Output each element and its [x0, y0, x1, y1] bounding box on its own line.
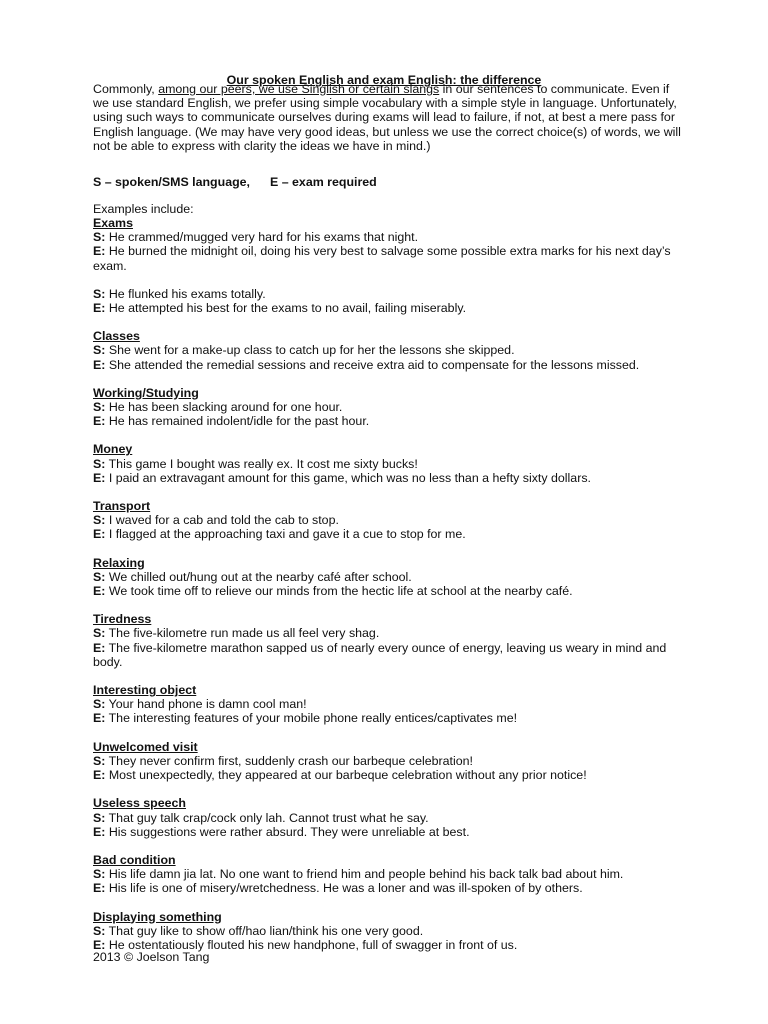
spoken-tag: S: — [93, 753, 106, 768]
exam-example — [93, 358, 683, 372]
legend-spoken: S – spoken/SMS language, — [93, 175, 250, 189]
spoken-tag: S: — [93, 697, 106, 712]
example-section — [93, 442, 683, 485]
spoken-text: Your hand phone is damn cool man! — [108, 697, 307, 712]
spoken-example — [93, 513, 683, 527]
example-pair — [93, 400, 683, 428]
spoken-example — [93, 924, 683, 938]
exam-example — [93, 825, 683, 839]
exam-text: He ostentatiously flouted his new handphone, full of swagger in front of us. — [108, 937, 518, 952]
exam-example — [93, 414, 683, 428]
exam-tag: E: — [93, 640, 106, 655]
example-pair — [93, 811, 683, 839]
section-heading: Displaying something — [93, 909, 222, 924]
example-pair — [93, 754, 683, 782]
exam-tag: E: — [93, 301, 106, 316]
example-pair — [93, 230, 683, 273]
example-section — [93, 910, 683, 953]
spoken-tag: S: — [93, 400, 106, 415]
spoken-tag: S: — [93, 456, 106, 471]
intro-underlined-text: among our peers, we use Singlish or certain slangs — [158, 82, 440, 96]
spoken-text: That guy like to show off/hao lian/think his one very good. — [108, 923, 424, 938]
spoken-tag: S: — [93, 923, 106, 938]
section-heading: Classes — [93, 329, 140, 344]
example-section — [93, 612, 683, 669]
intro-paragraph — [93, 82, 683, 153]
section-heading: Exams — [93, 216, 133, 230]
exam-example — [93, 301, 683, 315]
spoken-example — [93, 570, 683, 584]
exam-text: Most unexpectedly, they appeared at our barbeque celebration without any prior notice! — [108, 768, 587, 783]
example-section — [93, 386, 683, 429]
spoken-example — [93, 457, 683, 471]
example-section — [93, 329, 683, 372]
exam-text: His life is one of misery/wretchedness. He was a loner and was ill-spoken of by others. — [108, 881, 583, 896]
exam-example — [93, 471, 683, 485]
exam-tag: E: — [93, 357, 106, 372]
section-heading: Bad condition — [93, 852, 176, 867]
exam-tag: E: — [93, 711, 106, 726]
exam-text: He has remained indolent/idle for the past hour. — [108, 414, 370, 429]
spoken-text: The five-kilometre run made us all feel very shag. — [108, 626, 380, 641]
section-heading: Useless speech — [93, 796, 186, 811]
page-title: Our spoken English and exam English: the difference — [226, 73, 542, 88]
spoken-tag: S: — [93, 810, 106, 825]
spoken-text: He has been slacking around for one hour. — [108, 400, 343, 415]
example-pair — [93, 287, 683, 315]
example-section — [93, 796, 683, 839]
exam-example — [93, 881, 683, 895]
example-pair — [93, 626, 683, 669]
exam-text: I paid an extravagant amount for this game, which was no less than a hefty sixty dollars. — [108, 470, 591, 485]
spoken-example — [93, 754, 683, 768]
examples-list — [93, 216, 683, 966]
spoken-text: She went for a make-up class to catch up for her the lessons she skipped. — [108, 343, 515, 358]
spoken-text: He crammed/mugged very hard for his exams that night. — [108, 230, 419, 245]
spoken-text: This game I bought was really ex. It cost me sixty bucks! — [108, 456, 418, 471]
spoken-example — [93, 867, 683, 881]
footer-copyright: 2013 © Joelson Tang — [93, 950, 210, 964]
exam-tag: E: — [93, 470, 106, 485]
section-heading: Relaxing — [93, 555, 145, 570]
exam-example — [93, 768, 683, 782]
exam-tag: E: — [93, 414, 106, 429]
spoken-example — [93, 626, 683, 640]
legend-exam: E – exam required — [270, 175, 377, 189]
example-pair — [93, 513, 683, 541]
exam-tag: E: — [93, 584, 106, 599]
spoken-tag: S: — [93, 513, 106, 528]
example-section — [93, 740, 683, 783]
section-heading: Interesting object — [93, 683, 197, 698]
spoken-example — [93, 230, 683, 244]
spoken-tag: S: — [93, 626, 106, 641]
example-pair — [93, 570, 683, 598]
spoken-text: I waved for a cab and told the cab to stop. — [108, 513, 339, 528]
spoken-example — [93, 343, 683, 357]
exam-example — [93, 244, 683, 272]
spoken-tag: S: — [93, 230, 106, 245]
spoken-example — [93, 287, 683, 301]
spoken-text: We chilled out/hung out at the nearby café after school. — [108, 569, 412, 584]
section-heading: Unwelcomed visit — [93, 739, 198, 754]
intro-text-2: in our sentences to communicate. Even if we use standard English, we prefer using simple vocabulary with a simple style in language. Unfortunately, using such ways to communicate ourselves during exams will lead to failure, if not, at best a mere pass for English language. (We may have very good ideas, but unless we use the correct choice(s) of words, we will not be able to express with clarity the ideas we have in mind.) — [93, 82, 681, 153]
example-pair — [93, 343, 683, 371]
intro-text-1: Commonly, — [93, 82, 159, 96]
spoken-tag: S: — [93, 343, 106, 358]
spoken-tag: S: — [93, 867, 106, 882]
spoken-text: He flunked his exams totally. — [108, 286, 266, 301]
exam-text: He burned the midnight oil, doing his very best to salvage some possible extra marks for his next day’s exam. — [93, 244, 671, 273]
exam-example — [93, 584, 683, 598]
spoken-example — [93, 697, 683, 711]
example-section — [93, 683, 683, 726]
example-section — [93, 556, 683, 599]
spoken-example — [93, 811, 683, 825]
exam-tag: E: — [93, 527, 106, 542]
exam-example — [93, 527, 683, 541]
exam-tag: E: — [93, 881, 106, 896]
exam-example — [93, 641, 683, 669]
exam-text: His suggestions were rather absurd. They were unreliable at best. — [108, 824, 470, 839]
example-section — [93, 499, 683, 542]
exam-text: I flagged at the approaching taxi and gave it a cue to stop for me. — [108, 527, 466, 542]
exam-text: The five-kilometre marathon sapped us of nearly every ounce of energy, leaving us weary in mind and body. — [93, 640, 667, 669]
exam-text: We took time off to relieve our minds from the hectic life at school at the nearby café. — [108, 584, 573, 599]
spoken-example — [93, 400, 683, 414]
exam-text: The interesting features of your mobile phone really entices/captivates me! — [108, 711, 518, 726]
section-heading: Money — [93, 442, 133, 457]
legend-line — [93, 175, 377, 189]
exam-tag: E: — [93, 824, 106, 839]
section-heading: Transport — [93, 499, 151, 514]
examples-label: Examples include: — [93, 202, 194, 216]
example-pair — [93, 924, 683, 952]
example-section — [93, 216, 683, 315]
example-pair — [93, 867, 683, 895]
spoken-tag: S: — [93, 286, 106, 301]
example-pair — [93, 457, 683, 485]
spoken-text: They never confirm first, suddenly crash our barbeque celebration! — [108, 753, 473, 768]
spoken-text: His life damn jia lat. No one want to friend him and people behind his back talk bad about him. — [108, 867, 624, 882]
example-section — [93, 853, 683, 896]
exam-example — [93, 711, 683, 725]
section-heading: Working/Studying — [93, 385, 199, 400]
section-heading: Tiredness — [93, 612, 152, 627]
exam-tag: E: — [93, 768, 106, 783]
spoken-text: That guy talk crap/cock only lah. Cannot trust what he say. — [108, 810, 429, 825]
exam-text: He attempted his best for the exams to no avail, failing miserably. — [108, 301, 467, 316]
exam-tag: E: — [93, 937, 106, 952]
exam-text: She attended the remedial sessions and receive extra aid to compensate for the lessons missed. — [108, 357, 640, 372]
example-pair — [93, 697, 683, 725]
exam-tag: E: — [93, 244, 106, 259]
spoken-tag: S: — [93, 569, 106, 584]
